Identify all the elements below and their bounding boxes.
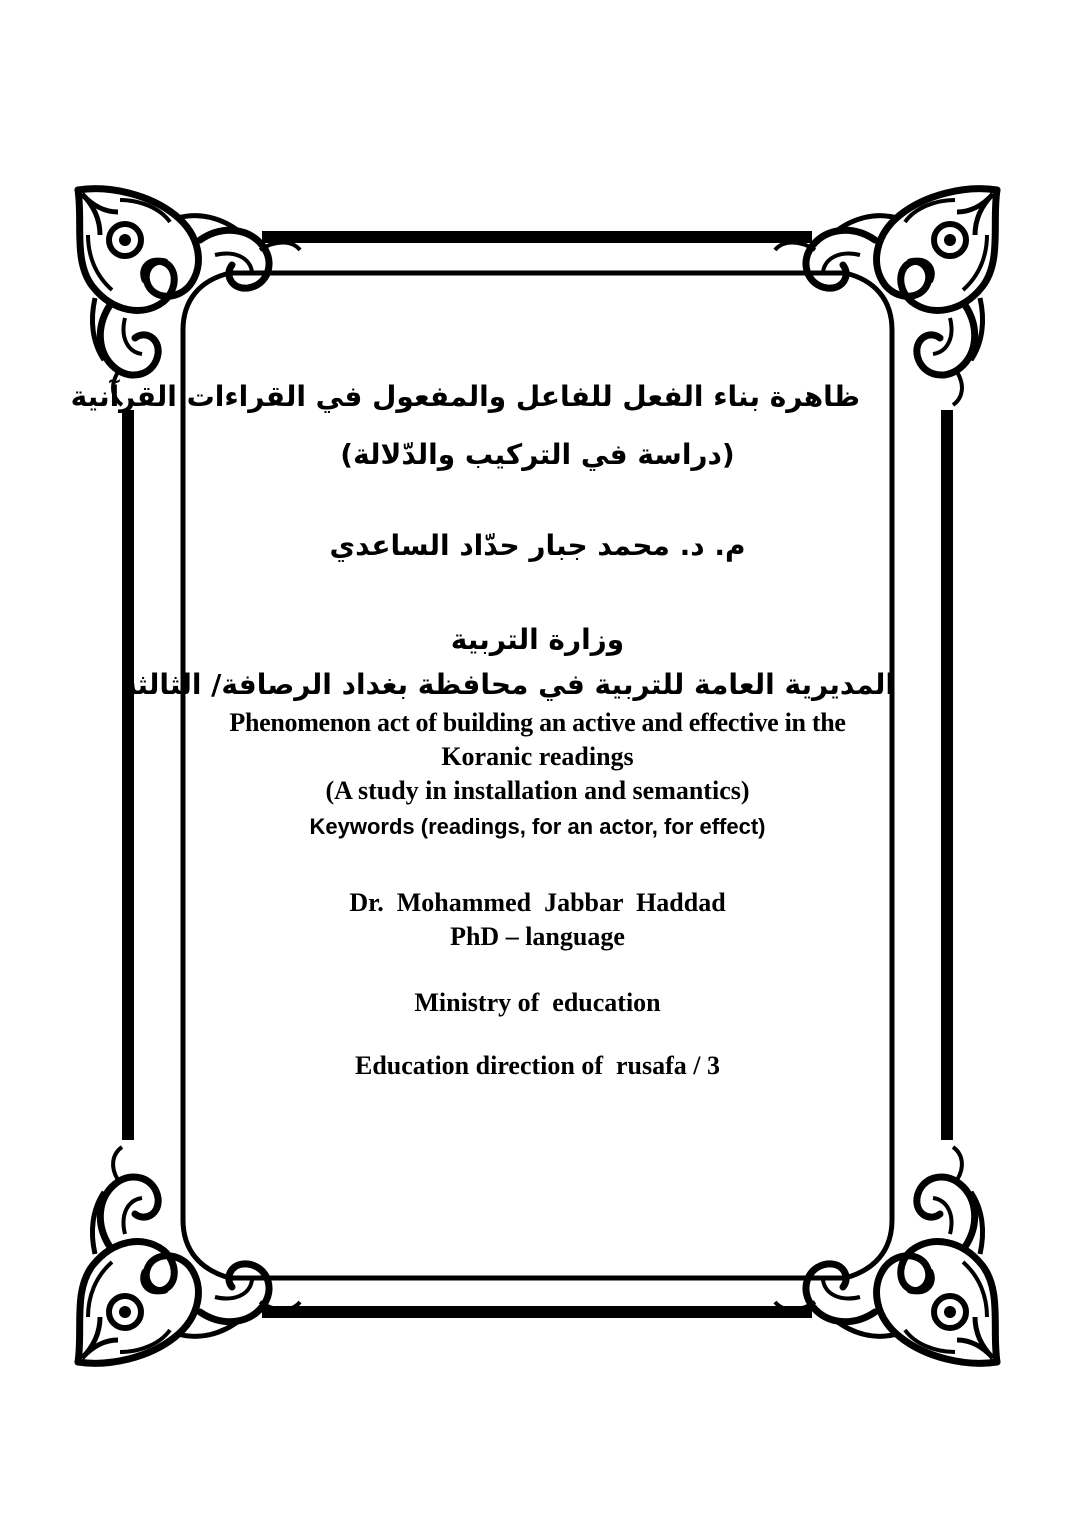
english-directorate: Education direction of rusafa / 3 (355, 1051, 720, 1081)
corner-ornament-top-left (78, 189, 300, 405)
corner-ornament-bottom-left (78, 1147, 300, 1363)
english-title-line1: Phenomenon act of building an active and effective in the (229, 707, 846, 737)
page-content (70, 380, 895, 1083)
english-author: Dr. Mohammed Jabbar Haddad (349, 887, 726, 917)
english-title-line2: Koranic readings (441, 741, 634, 771)
corner-ornament-bottom-right (775, 1147, 997, 1363)
arabic-ministry: وزارة التربية (450, 622, 625, 656)
english-ministry: Ministry of education (414, 987, 661, 1017)
arabic-title-line1: ظاهرة بناء الفعل للفاعل والمفعول في القراءات القرآنية (70, 380, 860, 413)
english-subtitle: (A study in installation and semantics) (325, 775, 750, 805)
arabic-title-line2: (دراسة في التركيب والدّلالة) (340, 437, 735, 471)
english-degree: PhD – language (450, 921, 625, 951)
english-keywords: Keywords (readings, for an actor, for effect) (309, 814, 766, 840)
arabic-author: م. د. محمد جبار حدّاد الساعدي (329, 529, 746, 563)
corner-ornament-top-right (775, 189, 997, 405)
arabic-directorate: المديرية العامة للتربية في محافظة بغداد الرصافة/ الثالثة (120, 668, 895, 702)
